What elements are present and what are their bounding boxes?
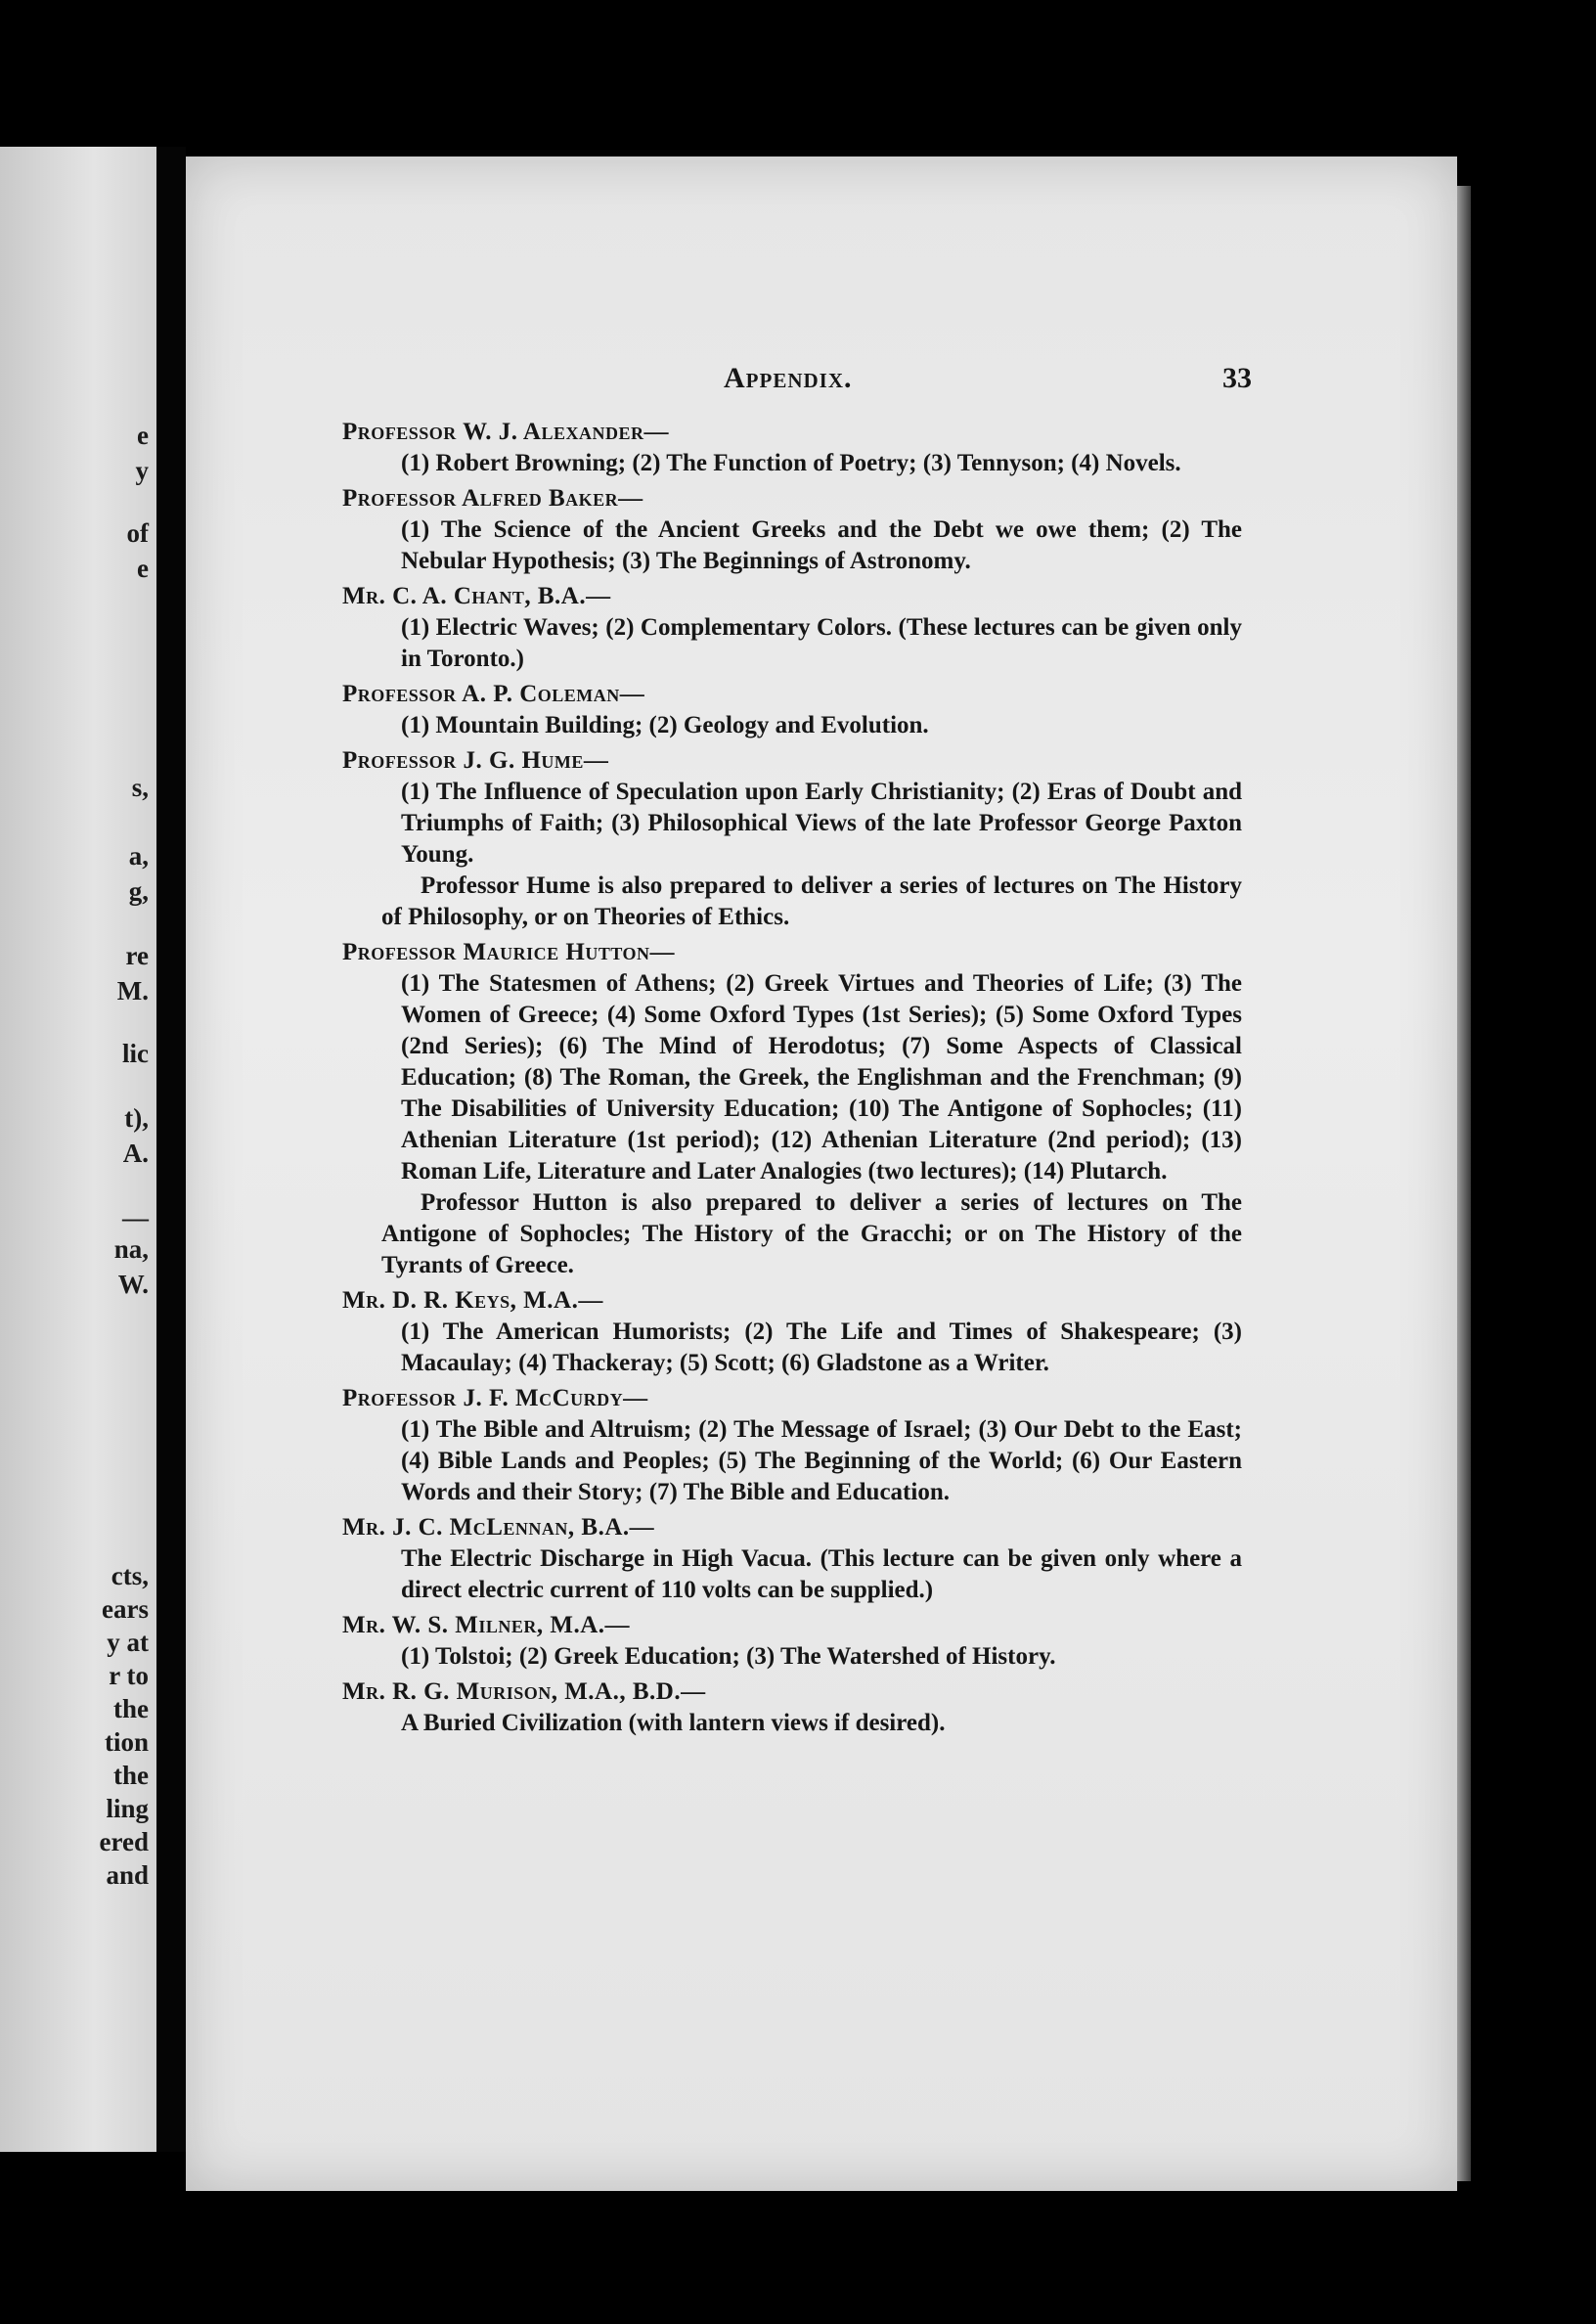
lecture-topics: (1) The Influence of Speculation upon Early Christianity; (2) Eras of Doubt and Triumphs of Faith; (3) Philosophical Views of the late Professor George Paxton Young. [401, 779, 1242, 868]
left-fragment: of [126, 518, 149, 548]
left-fragment: ered [99, 1827, 149, 1856]
lecturer-entry [342, 1610, 1242, 1673]
left-fragment: the [113, 1761, 149, 1790]
left-fragment: — [122, 1203, 149, 1232]
running-title: Appendix. [724, 362, 853, 394]
lecturer-entry [342, 1676, 1242, 1739]
left-fragment: cts, [111, 1561, 149, 1590]
lecture-topics: (1) The American Humorists; (2) The Life and Times of Shakespeare; (3) Macaulay; (4) Thackeray; (5) Scott; (6) Gladstone as a Writer. [401, 1318, 1242, 1376]
lecturer-entry [342, 937, 1242, 1281]
left-fragment: e [137, 554, 149, 583]
lecturer-name: Mr. R. G. Murison, M.A., B.D.— [342, 1678, 706, 1705]
left-fragment: lic [122, 1039, 149, 1068]
lecturer-entry [342, 1383, 1242, 1508]
lecturer-note: Professor Hume is also prepared to deliver a series of lectures on The History of Philosophy, or on Theories of Ethics. [381, 872, 1242, 930]
lecturer-name: Professor Alfred Baker— [342, 485, 643, 512]
lecture-topics: (1) Mountain Building; (2) Geology and Evolution. [401, 712, 929, 738]
lecturer-entry [342, 417, 1242, 479]
lecturer-name: Mr. W. S. Milner, M.A.— [342, 1612, 631, 1638]
lecturer-name: Professor Maurice Hutton— [342, 939, 676, 965]
left-fragment: re [125, 941, 149, 970]
left-fragment: A. [122, 1139, 149, 1168]
lecture-topics: (1) The Statesmen of Athens; (2) Greek Virtues and Theories of Life; (3) The Women of Greece; (4) Some Oxford Types (1st Series); (5) Some Oxford Types (2nd Series); (6) The Mind of Herodotus; (7) Some Aspects of Classical Education; (8) The Roman, the Greek, the Englishman and the Frenchman; (9) The Disabilities of University Education; (10) The Antigone of Sophocles; (11) Athenian Literature (1st period); (12) Athenian Literature (2nd period); (13) Roman Life, Literature and Later Analogies (two lectures); (14) Plutarch. [401, 970, 1242, 1184]
lecturer-name: Professor A. P. Coleman— [342, 681, 645, 707]
left-fragment: W. [117, 1270, 149, 1299]
left-fragment: M. [116, 976, 149, 1006]
left-fragment: t), [124, 1103, 149, 1133]
lecturer-name: Professor J. F. McCurdy— [342, 1385, 648, 1411]
lecturer-name: Professor W. J. Alexander— [342, 419, 669, 445]
lecturer-entry [342, 581, 1242, 675]
lecture-topics: A Buried Civilization (with lantern views if desired). [401, 1710, 946, 1736]
left-fragment: and [106, 1860, 149, 1890]
left-fragment: y [135, 456, 149, 485]
left-fragment: e [137, 421, 149, 450]
lecturer-entry [342, 483, 1242, 577]
left-fragment: ling [106, 1794, 149, 1823]
left-fragment: a, [128, 841, 149, 871]
lecturer-name: Professor J. G. Hume— [342, 747, 609, 774]
page-number: 33 [1222, 362, 1252, 394]
lecture-list [342, 413, 1242, 1739]
lecture-topics: The Electric Discharge in High Vacua. (This lecture can be given only where a direct electric current of 110 volts can be supplied.) [401, 1545, 1242, 1603]
lecture-topics: (1) Electric Waves; (2) Complementary Colors. (These lectures can be given only in Toronto.) [401, 614, 1242, 672]
lecturer-note: Professor Hutton is also prepared to deliver a series of lectures on The Antigone of Sophocles; The History of the Gracchi; or on The History of the Tyrants of Greece. [381, 1189, 1242, 1278]
lecture-topics: (1) The Bible and Altruism; (2) The Message of Israel; (3) Our Debt to the East; (4) Bible Lands and Peoples; (5) The Beginning of the World; (6) Our Eastern Words and their Story; (7) The Bible and Education. [401, 1416, 1242, 1505]
left-fragment: g, [128, 876, 149, 906]
document-page [186, 156, 1457, 2191]
lecturer-entry [342, 745, 1242, 933]
left-fragment: the [113, 1694, 149, 1723]
lecturer-name: Mr. J. C. McLennan, B.A.— [342, 1514, 655, 1541]
left-fragment: na, [113, 1234, 149, 1264]
lecturer-name: Mr. C. A. Chant, B.A.— [342, 583, 611, 609]
lecturer-name: Mr. D. R. Keys, M.A.— [342, 1287, 603, 1314]
left-fragment: y at [107, 1628, 149, 1657]
lecture-topics: (1) Robert Browning; (2) The Function of Poetry; (3) Tennyson; (4) Novels. [401, 450, 1181, 476]
page-edge [1457, 186, 1471, 2181]
lecturer-entry [342, 1512, 1242, 1606]
lecturer-entry [342, 679, 1242, 741]
lecture-topics: (1) The Science of the Ancient Greeks and the Debt we owe them; (2) The Nebular Hypothesis; (3) The Beginnings of Astronomy. [401, 516, 1242, 574]
left-fragment: ears [102, 1594, 149, 1624]
left-fragment: r to [109, 1661, 149, 1690]
left-fragment: s, [131, 773, 149, 802]
left-fragment: tion [104, 1727, 149, 1757]
left-facing-page [0, 147, 156, 2152]
lecturer-entry [342, 1285, 1242, 1379]
book-gutter [156, 147, 186, 2152]
lecture-topics: (1) Tolstoi; (2) Greek Education; (3) The Watershed of History. [401, 1643, 1056, 1670]
page-header [342, 362, 1252, 401]
